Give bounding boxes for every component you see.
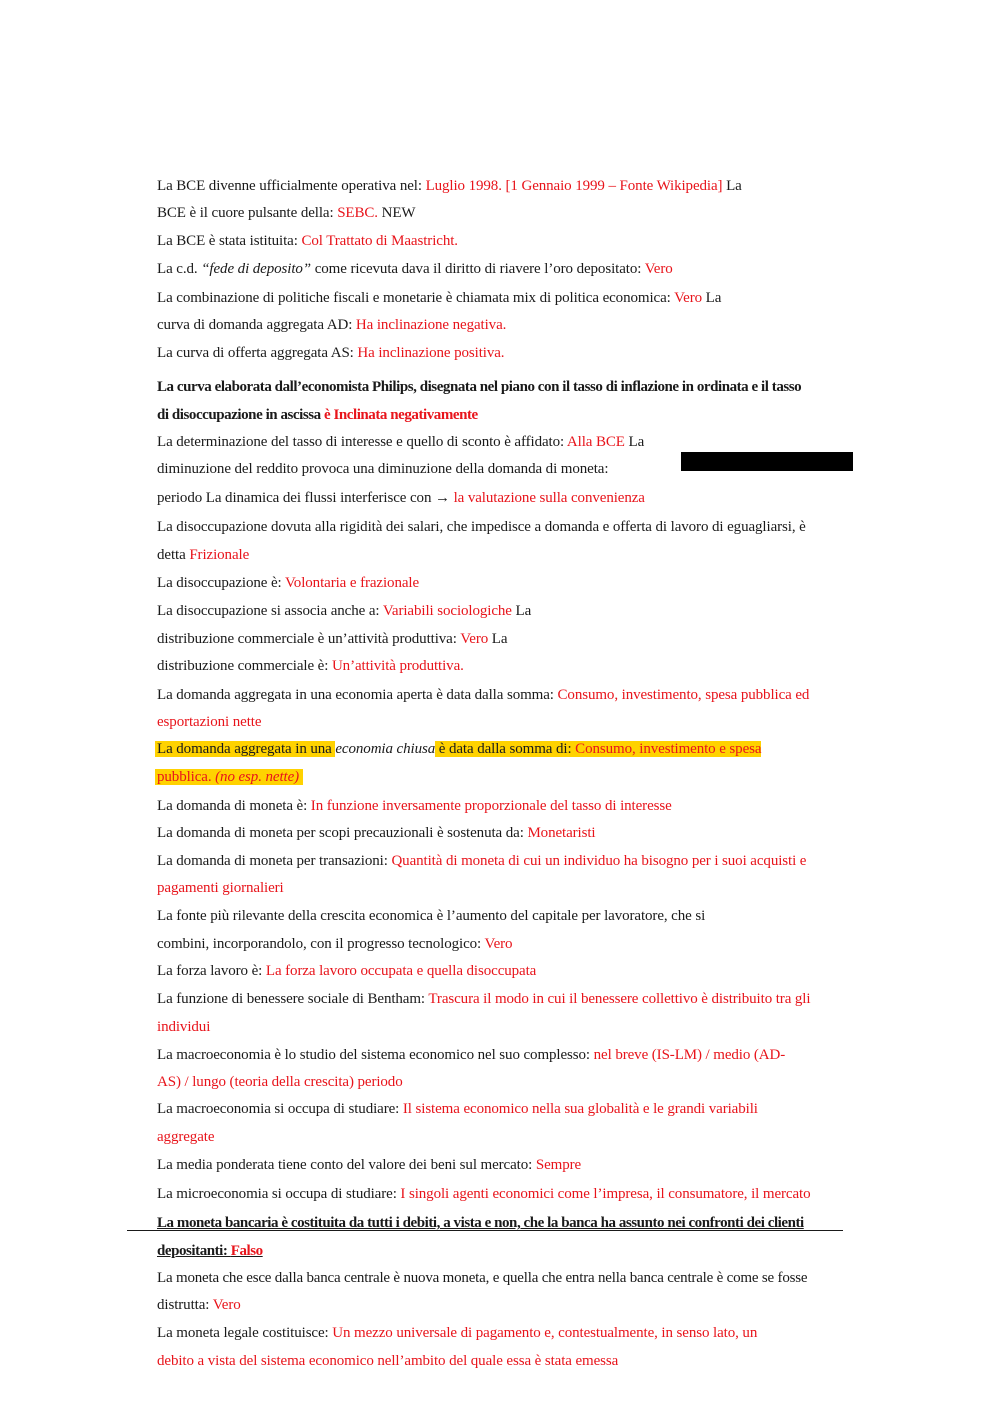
answer-text: la valutazione sulla convenienza [453,490,645,506]
qa-disoccupazione-tipo [157,573,419,593]
qa-crescita-economica [157,906,705,926]
answer-text: Ha inclinazione positiva. [357,345,505,361]
qa-moneta-banca-centrale [157,1268,807,1288]
question-text: La disoccupazione dovuta alla rigidità dei salari, che impedisce a domanda e offerta di lavoro di eguagliarsi, è [157,519,806,535]
answer-text: Trascura il modo in cui il benessere collettivo è distribuito tra gli [428,991,811,1007]
answer-text: Variabili sociologiche [382,603,512,619]
qa-macro-studio-cont [157,1072,403,1092]
qa-domanda-aperta-cont [157,712,261,732]
answer-text: pagamenti giornalieri [157,880,284,896]
question-text: La determinazione del tasso di interesse e quello di sconto è affidato: [157,434,567,450]
qa-moneta-legale-cont [157,1351,618,1371]
qa-domanda-chiusa-cont [155,767,303,787]
qa-curva-philips [157,377,801,397]
answer-text: Quantità di moneta di cui un individuo ha bisogno per i suoi acquisti e [391,853,807,869]
question-text: La fonte più rilevante della crescita economica è l’aumento del capitale per lavoratore, che si [157,908,706,924]
qa-dinamica-flussi [157,488,645,508]
answer-text: è Inclinata negativamente [323,407,478,423]
qa-moneta-transazioni-cont [157,878,284,898]
question-text: come ricevuta dava il diritto di riavere l’oro depositato: [311,261,645,277]
question-text: La domanda di moneta per transazioni: [157,853,392,869]
answer-text: Col Trattato di Maastricht. [301,233,458,249]
answer-text: Consumo, investimento, spesa pubblica ed [557,687,810,703]
qa-curva-as [157,343,504,363]
answer-text: Vero [644,261,673,277]
answer-text: Vero [460,631,489,647]
question-text: periodo La dinamica dei flussi interferisce con → [157,490,454,506]
question-text: La funzione di benessere sociale di Bentham: [157,991,429,1007]
question-text: La disoccupazione si associa anche a: [157,603,383,619]
qa-domanda-moneta [157,796,672,816]
qa-curva-philips-cont [157,405,478,425]
answer-text: In funzione inversamente proporzionale del tasso di interesse [310,798,672,814]
question-text: La moneta bancaria è costituita da tutti i debiti, a vista e non, che la banca ha assunto nei confronti dei clienti [157,1215,804,1231]
qa-moneta-legale [157,1323,757,1343]
question-text: La macroeconomia si occupa di studiare: [157,1101,403,1117]
question-text: La media ponderata tiene conto del valore dei beni sul mercato: [157,1157,536,1173]
qa-tasso-interesse [157,432,644,452]
note-text: NEW [377,205,416,221]
answer-text: Frizionale [189,547,250,563]
question-text: distribuzione commerciale è: [157,658,332,674]
answer-text: debito a vista del sistema economico nell’ambito del quale essa è stata emessa [157,1353,619,1369]
question-text: La [511,603,532,619]
answer-text: Un’attività produttiva. [331,658,464,674]
question-text: La domanda di moneta è: [157,798,311,814]
answer-text: Vero [484,936,513,952]
question-text: La domanda di moneta per scopi precauzionali è sostenuta da: [157,825,528,841]
question-text: La domanda aggregata in una [157,741,336,757]
answer-text: pubblica. [157,769,216,785]
qa-forza-lavoro [157,961,536,981]
question-text: combini, incorporandolo, con il progresso tecnologico: [157,936,485,952]
qa-microeconomia [157,1184,810,1204]
qa-bce-operativa [157,176,742,196]
question-text: La moneta che esce dalla banca centrale è nuova moneta, e quella che entra nella banca centrale è come se fosse [157,1270,808,1286]
question-text: La forza lavoro è: [157,963,266,979]
question-text: di disoccupazione in ascissa [157,407,324,423]
answer-text: individui [157,1019,211,1035]
answer-text: Un mezzo universale di pagamento e, contestualmente, in senso lato, un [332,1325,758,1341]
answer-text: esportazioni nette [157,714,262,730]
question-text: La combinazione di politiche fiscali e monetarie è chiamata mix di politica economica: [157,290,675,306]
question-text: curva di domanda aggregata AD: [157,317,356,333]
question-text: La curva elaborata dall’economista Philips, disegnata nel piano con il tasso di inflazione in ordinata e il tasso [157,379,802,395]
term-text: “fede di deposito” [201,261,312,277]
answer-text: Vero [212,1297,241,1313]
qa-macro-studiare-cont [157,1127,214,1147]
qa-disoccupazione-associa [157,601,531,621]
question-text: La [722,178,742,194]
qa-bentham [157,989,810,1009]
question-text: La disoccupazione è: [157,575,285,591]
question-text: è data dalla somma di: [435,741,576,757]
answer-text: La forza lavoro occupata e quella disoccupata [265,963,537,979]
qa-bentham-cont [157,1017,210,1037]
qa-macro-studio [157,1045,785,1065]
answer-text: Luglio 1998. [1 Gennaio 1999 – Fonte Wikipedia] [425,178,723,194]
answer-text: Alla BCE [566,434,625,450]
answer-text: Vero [674,290,703,306]
answer-text: Il sistema economico nella sua globalità e le grandi variabili [402,1101,758,1117]
qa-bce-istituita [157,231,458,251]
answer-text: Volontaria e frazionale [285,575,420,591]
qa-moneta-bancaria [157,1213,804,1233]
qa-domanda-aperta [157,685,809,705]
answer-text: AS) / lungo (teoria della crescita) periodo [157,1074,403,1090]
question-text: La domanda aggregata in una economia aperta è data dalla somma: [157,687,558,703]
answer-text: I singoli agenti economici come l’impresa, il consumatore, il mercato [400,1186,811,1202]
qa-moneta-banca-centrale-cont [157,1295,241,1315]
qa-moneta-transazioni [157,851,806,871]
answer-text: Ha inclinazione negativa. [355,317,507,333]
answer-text: Falso [230,1243,263,1259]
qa-bce-cuore [157,203,415,223]
qa-moneta-precauzionali [157,823,596,843]
question-text: La microeconomia si occupa di studiare: [157,1186,401,1202]
qa-domanda-chiusa [155,739,761,759]
qa-disoccupazione-rigidita [157,517,806,537]
question-text: La macroeconomia è lo studio del sistema economico nel suo complesso: [157,1047,594,1063]
answer-text: nel breve (IS-LM) / medio (AD- [593,1047,786,1063]
qa-moneta-bancaria-cont [157,1241,263,1261]
qa-distribuzione-commerciale [157,656,464,676]
answer-text: aggregate [157,1129,215,1145]
question-text: La [488,631,508,647]
answer-text: SEBC. [337,205,378,221]
question-text: distrutta: [157,1297,213,1313]
qa-curva-ad [157,315,506,335]
question-text: La [624,434,645,450]
question-text: La BCE divenne ufficialmente operativa nel: [157,178,426,194]
answer-text: Consumo, investimento e spesa [575,741,762,757]
answer-text: Sempre [535,1157,582,1173]
question-text: depositanti: [157,1243,231,1259]
qa-distribuzione-produttiva [157,629,507,649]
question-text: diminuzione del reddito provoca una diminuzione della domanda di moneta: [157,461,609,477]
question-text: La BCE è stata istituita: [157,233,302,249]
question-text: La curva di offerta aggregata AS: [157,345,358,361]
qa-macro-studiare [157,1099,758,1119]
question-text: BCE è il cuore pulsante della: [157,205,338,221]
qa-disoccupazione-rigidita-cont [157,545,249,565]
qa-fede-deposito [157,259,673,279]
note-text: (no esp. nette) [215,769,303,785]
redaction-bar [681,452,853,471]
qa-diminuzione-reddito [157,459,608,479]
qa-media-ponderata [157,1155,581,1175]
question-text: La c.d. [157,261,202,277]
question-text: La moneta legale costituisce: [157,1325,333,1341]
qa-crescita-economica-cont [157,934,512,954]
question-text: distribuzione commerciale è un’attività produttiva: [157,631,461,647]
term-text: economia chiusa [335,741,436,757]
question-text: La [702,290,722,306]
answer-text: Monetaristi [527,825,596,841]
question-text: detta [157,547,190,563]
qa-mix-politica [157,288,721,308]
